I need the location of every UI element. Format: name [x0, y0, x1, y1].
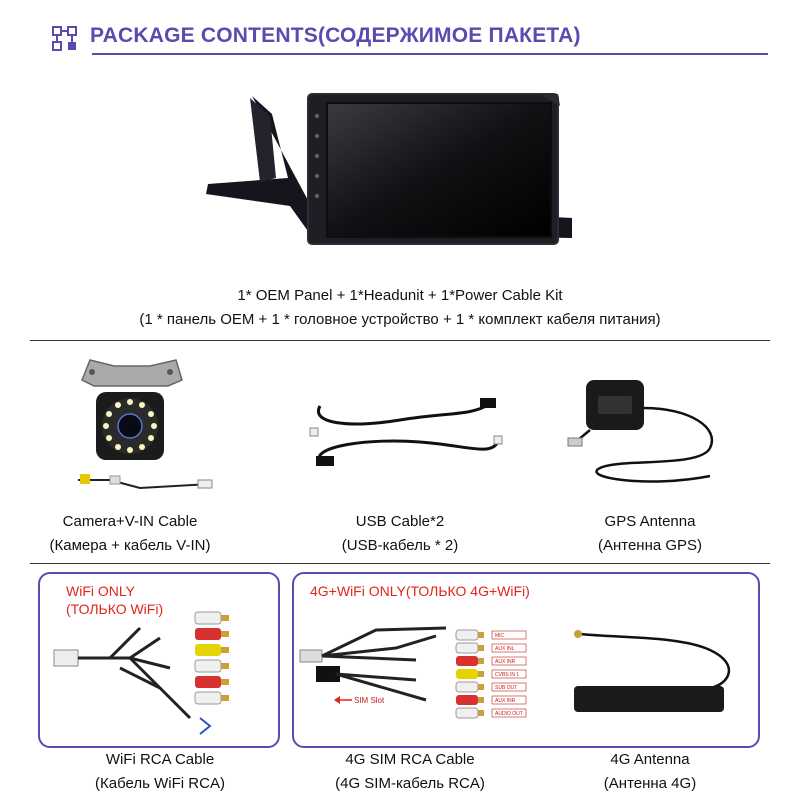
accessory-usb-name-en: USB Cable*2 [355, 513, 445, 530]
main-item-caption-ru: (1 * панель OEM + 1 * головное устройство + 1 * комплект кабеля питания) [139, 311, 661, 328]
cable-tag-label: CVBS IN 1 [495, 672, 520, 678]
main-item-caption [0, 284, 800, 332]
accessory-gps-name-en: GPS Antenna [604, 513, 696, 530]
usb-cable-image [310, 384, 510, 484]
camera-image [70, 352, 220, 500]
accessory-usb-caption [300, 510, 500, 558]
cable-tag-label: SUB OUT [495, 685, 518, 691]
lte-antenna-name-ru: (Антенна 4G) [603, 775, 697, 792]
wifi-rca-cable-caption [50, 748, 270, 796]
accessory-gps-caption [550, 510, 750, 558]
lte-antenna-caption [560, 748, 740, 796]
accessory-camera-name-ru: (Камера + кабель V-IN) [49, 537, 211, 554]
cable-tag-label: AUX INR [495, 698, 516, 704]
cable-tag-label: AUX INL [495, 646, 515, 652]
cable-tag-label: AUX INR [495, 659, 516, 665]
title-underline [92, 53, 768, 55]
page-header [48, 22, 768, 56]
head-unit-image [200, 86, 600, 276]
lte-sim-rca-cable-caption [300, 748, 520, 796]
lte-wifi-label: 4G+WiFi ONLY(ТОЛЬКО 4G+WiFi) [310, 583, 530, 599]
accessory-usb-name-ru: (USB-кабель * 2) [341, 537, 459, 554]
accessory-gps-name-ru: (Антенна GPS) [597, 537, 703, 554]
accessory-camera-caption [20, 510, 240, 558]
accessory-camera-name-en: Camera+V-IN Cable [62, 513, 198, 530]
section-divider [30, 340, 770, 341]
lte-antenna-image [560, 626, 750, 726]
lte-sim-rca-cable-name-ru: (4G SIM-кабель RCA) [335, 775, 485, 792]
lte-antenna-name-en: 4G Antenna [610, 751, 690, 768]
lte-sim-rca-cable-name-en: 4G SIM RCA Cable [345, 751, 475, 768]
cable-tag-label: MIC [495, 633, 505, 639]
lte-sim-rca-cable-image [296, 600, 536, 740]
sim-slot-label: SIM Slot [354, 696, 385, 705]
wifi-only-label-line1: WiFi ONLY [66, 583, 135, 599]
section-divider [30, 563, 770, 564]
gps-antenna-image [560, 368, 740, 498]
wifi-rca-cable-name-ru: (Кабель WiFi RCA) [95, 775, 225, 792]
page-title: PACKAGE CONTENTS(СОДЕРЖИМОЕ ПАКЕТА) [90, 24, 581, 47]
wifi-rca-cable-name-en: WiFi RCA Cable [105, 751, 215, 768]
wifi-only-label-line2: (ТОЛЬКО WiFi) [66, 601, 164, 617]
wifi-rca-cable-image [50, 608, 270, 738]
cable-tag-label: AUDIO OUT [495, 711, 523, 717]
grid-icon [52, 26, 78, 52]
main-item-caption-en: 1* OEM Panel + 1*Headunit + 1*Power Cable Kit [237, 287, 563, 304]
